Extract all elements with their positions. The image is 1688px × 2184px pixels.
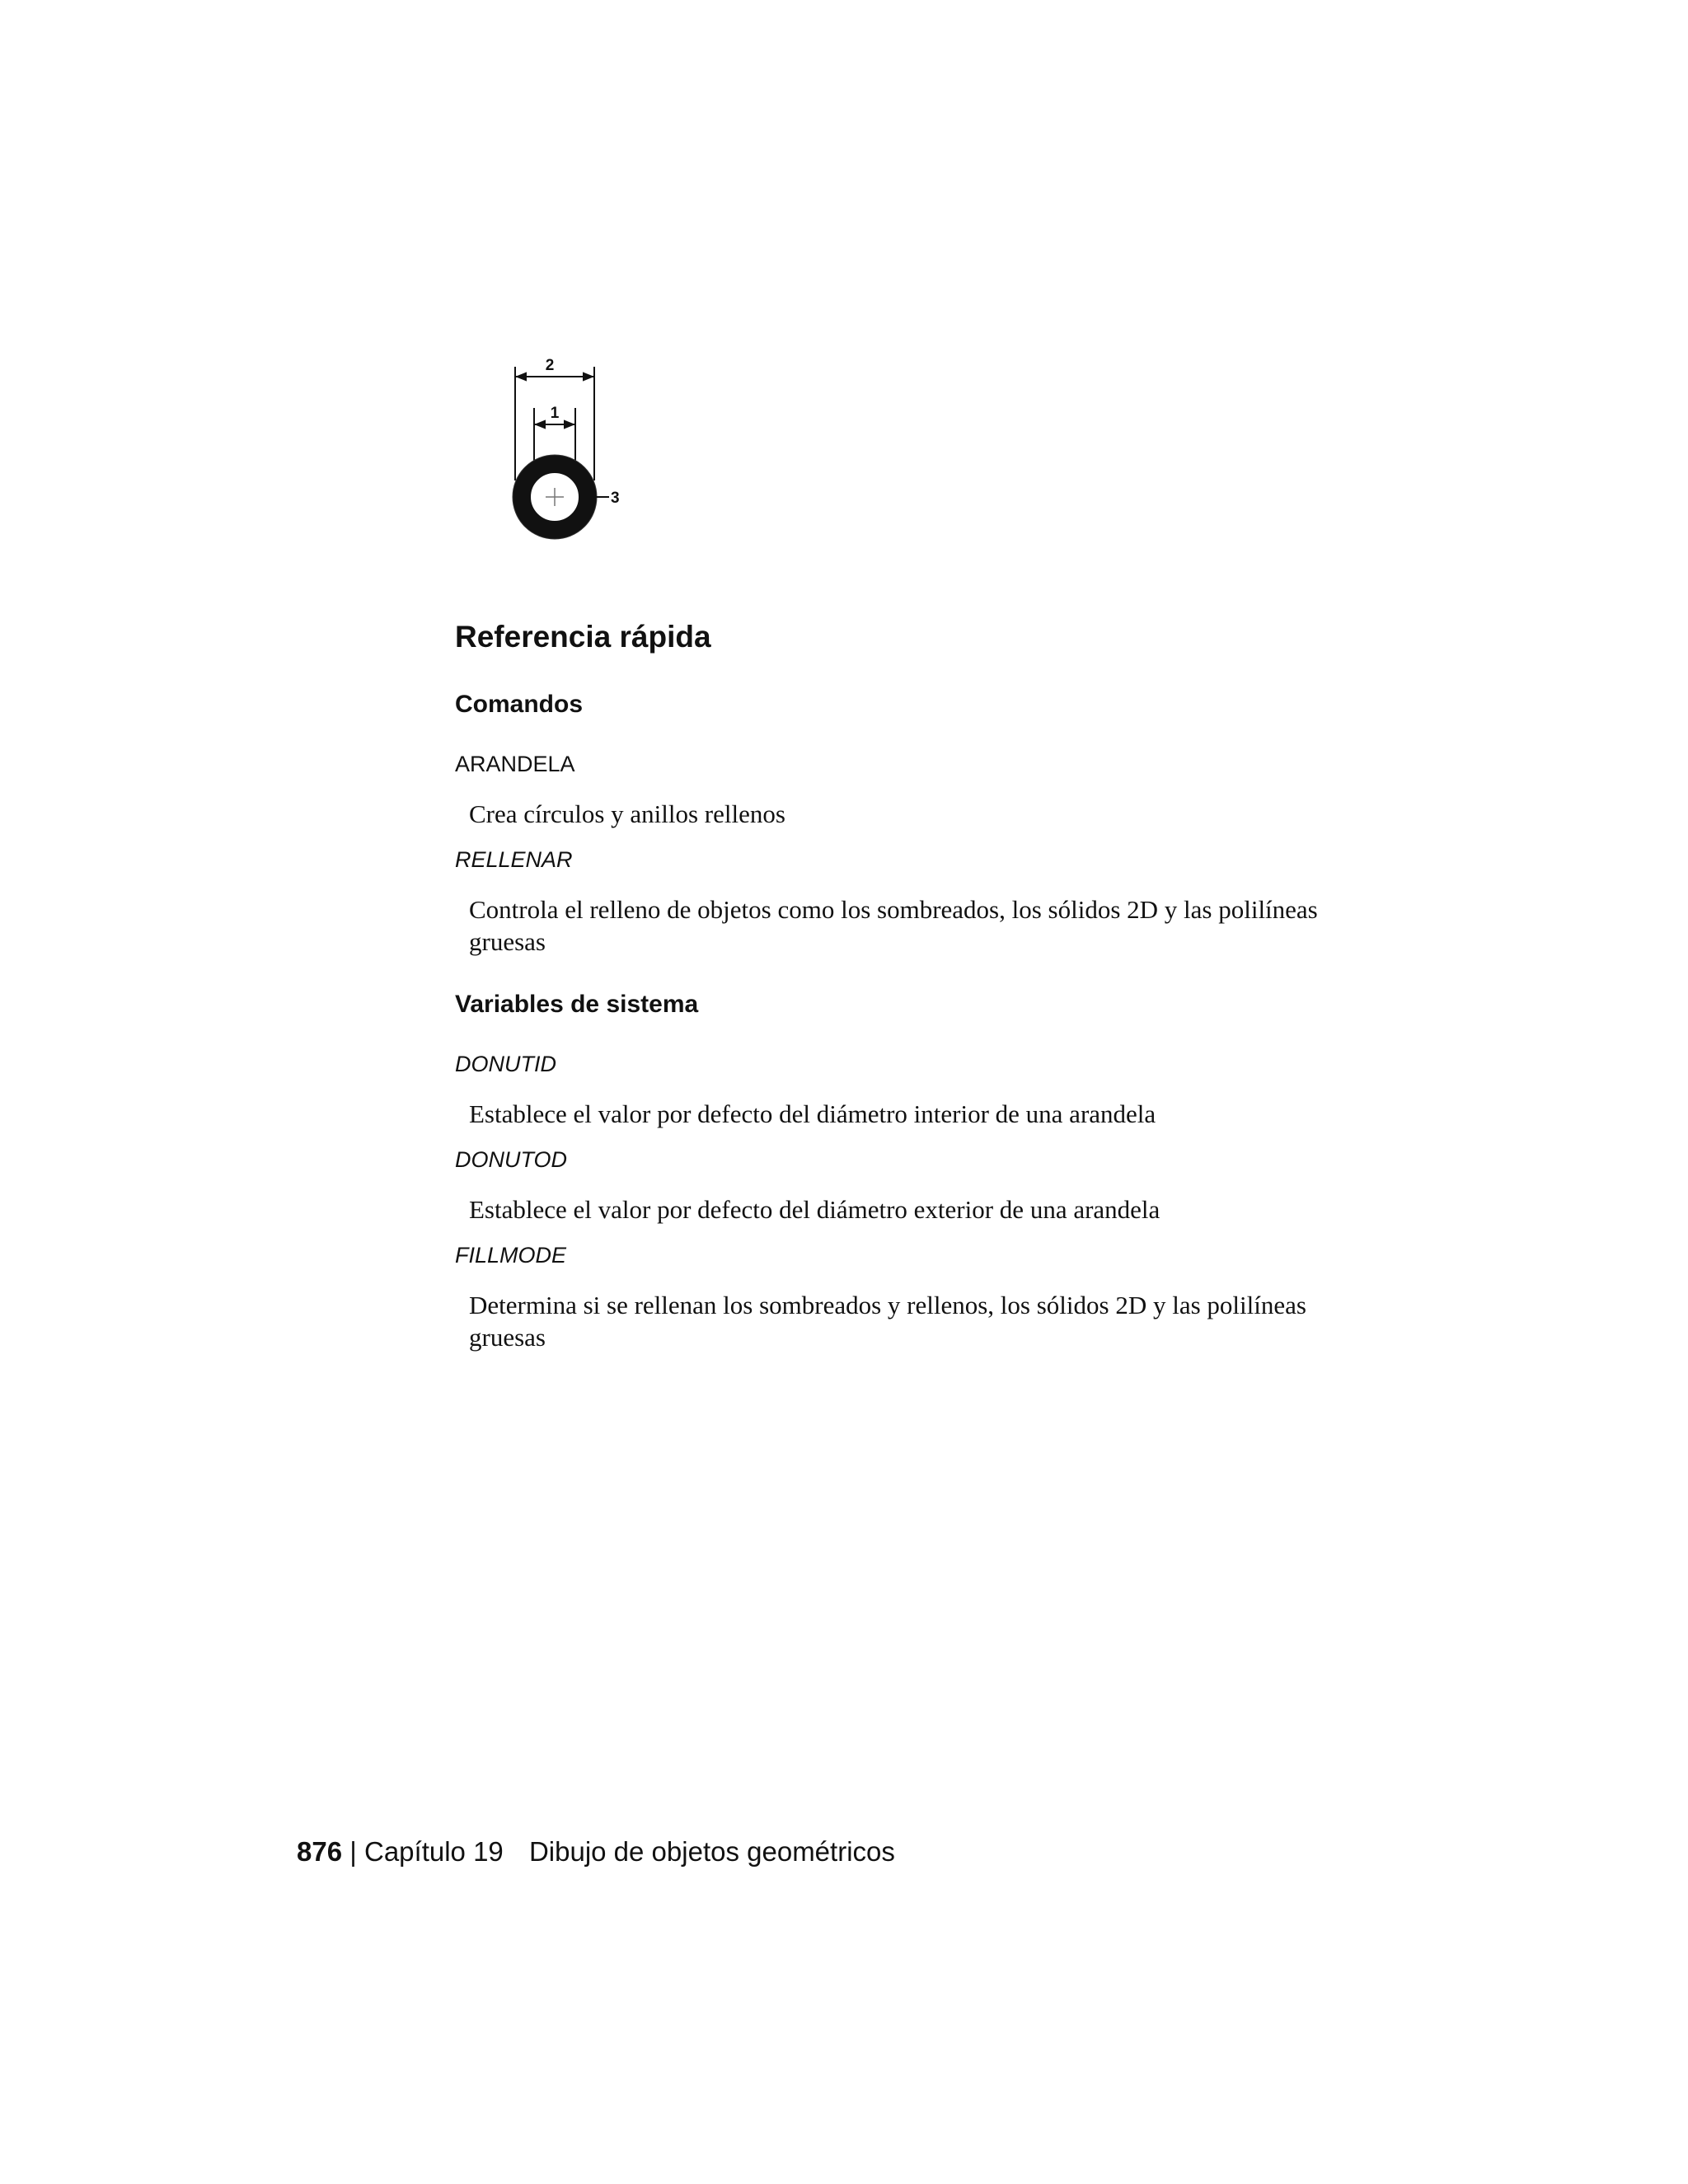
page-footer <box>297 1836 895 1868</box>
donut-dimension-figure <box>507 350 639 548</box>
footer-separator: | <box>349 1836 357 1867</box>
variable-term-donutod: DONUTOD <box>455 1147 568 1172</box>
command-description-rellenar: Controla el relleno de objetos como los sombreados, los sólidos 2D y las polilíneas gruesas <box>469 895 1318 956</box>
page-number: 876 <box>297 1836 343 1867</box>
variable-term-fillmode: FILLMODE <box>455 1243 567 1268</box>
variable-description-fillmode: Determina si se rellenan los sombreados y rellenos, los sólidos 2D y las polilíneas gruesas <box>469 1291 1306 1352</box>
commands-heading: Comandos <box>455 691 584 718</box>
figure-label-outer: 2 <box>545 357 555 374</box>
footer-chapter-title: Dibujo de objetos geométricos <box>528 1836 895 1867</box>
variable-description-donutid: Establece el valor por defecto del diámetro interior de una arandela <box>469 1099 1156 1128</box>
section-title: Referencia rápida <box>455 620 711 654</box>
footer-chapter: Capítulo 19 <box>363 1836 504 1867</box>
variable-description-donutod: Establece el valor por defecto del diámetro exterior de una arandela <box>469 1195 1160 1224</box>
command-term-rellenar: RELLENAR <box>455 847 573 872</box>
figure-label-inner: 1 <box>550 405 560 422</box>
command-term-arandela: ARANDELA <box>455 752 575 776</box>
variable-term-donutid: DONUTID <box>455 1052 556 1076</box>
command-description-arandela: Crea círculos y anillos rellenos <box>469 799 785 828</box>
system-variables-heading: Variables de sistema <box>455 991 699 1018</box>
figure-label-center: 3 <box>611 490 620 507</box>
